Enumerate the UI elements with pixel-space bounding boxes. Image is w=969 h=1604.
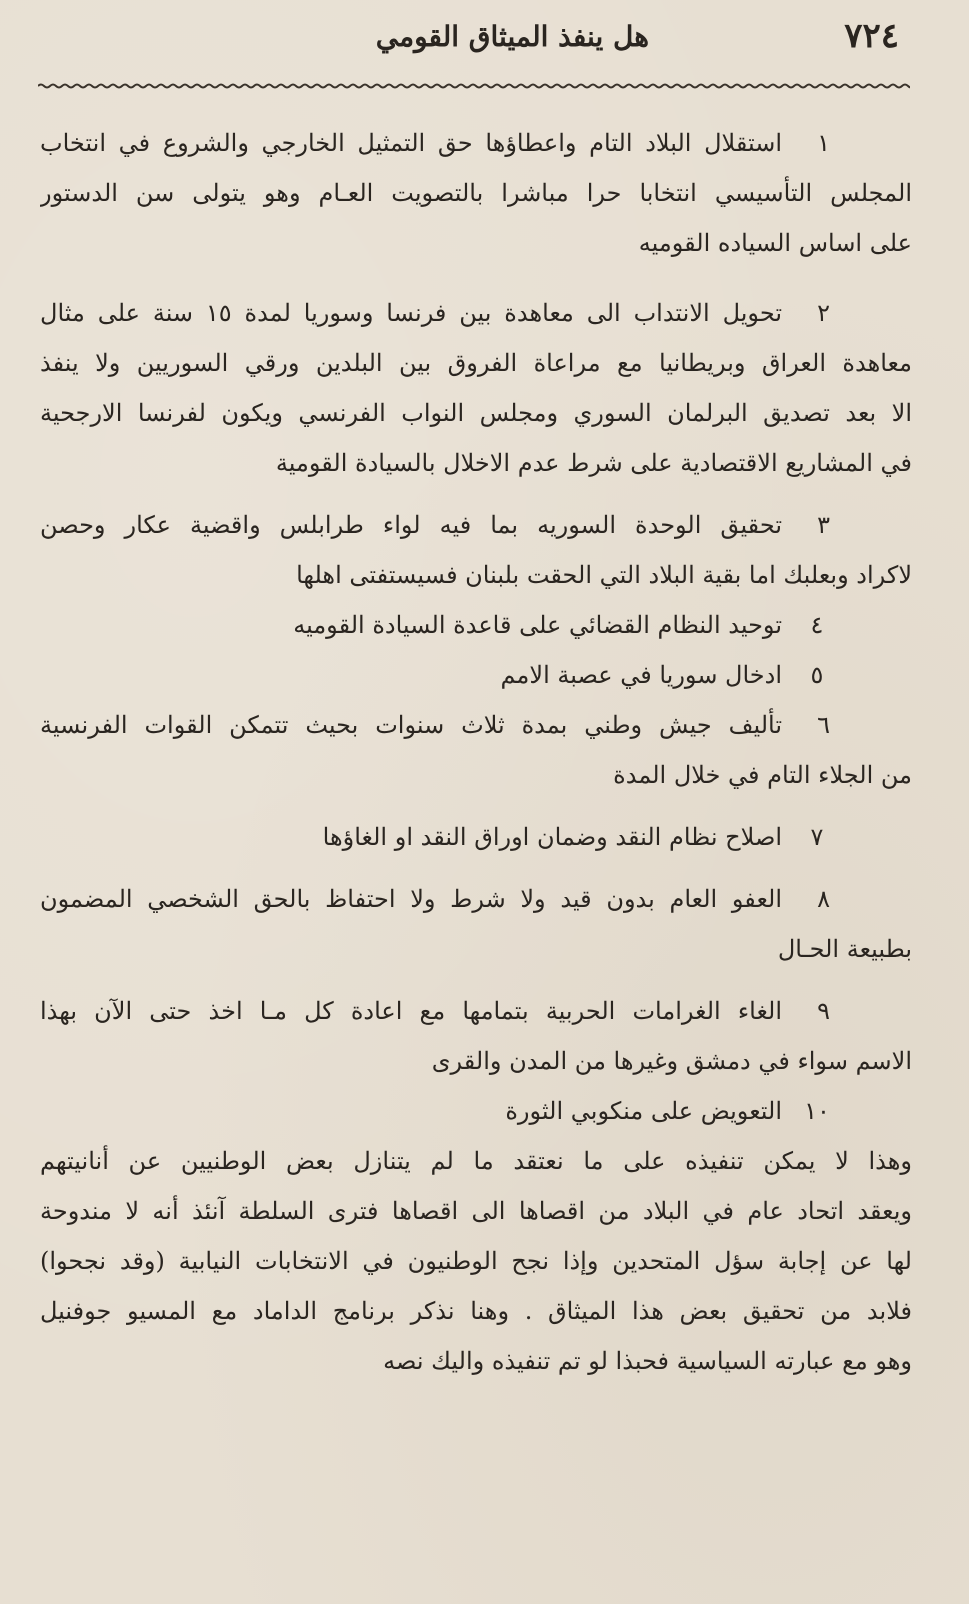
item-number: ٩ bbox=[817, 997, 830, 1025]
item-line: تحقيق الوحدة السوريه بما فيه لواء طرابلس واقضية عكار وحصن bbox=[40, 511, 782, 539]
item-line: العفو العام بدون قيد ولا شرط ولا احتفاظ بالحق الشخصي المضمون bbox=[40, 885, 782, 913]
page-number: ٧٢٤ bbox=[844, 16, 899, 56]
item-number: ١ bbox=[817, 129, 830, 157]
item-line: لاكراد وبعلبك اما بقية البلاد التي الحقت بلبنان فسيستفتى اهلها bbox=[296, 561, 912, 589]
list-item bbox=[40, 812, 912, 862]
paragraph-line: وهذا لا يمكن تنفيذه على ما نعتقد ما لم يتنازل بعض الوطنيين عن أنانيتهم bbox=[40, 1147, 912, 1175]
list-item bbox=[40, 288, 912, 488]
paragraph-line: فلابد من تحقيق بعض هذا الميثاق . وهنا نذكر برنامج الداماد مع المسيو جوفنيل bbox=[40, 1297, 912, 1325]
page-header bbox=[40, 14, 899, 64]
running-title: هل ينفذ الميثاق القومي bbox=[375, 20, 649, 53]
item-number: ٦ bbox=[817, 711, 830, 739]
item-number: ٥ bbox=[810, 661, 824, 689]
list-item bbox=[40, 600, 912, 650]
item-line: على اساس السياده القوميه bbox=[638, 229, 912, 257]
list-item bbox=[40, 874, 912, 974]
item-line: في المشاريع الاقتصادية على شرط عدم الاخلال بالسيادة القومية bbox=[275, 449, 912, 477]
item-line: الاسم سواء في دمشق وغيرها من المدن والقرى bbox=[431, 1047, 912, 1075]
list-item bbox=[40, 700, 912, 800]
paragraph-line: ويعقد اتحاد عام في البلاد من اقصاها الى اقصاها فترى السلطة آنئذ أنه لا مندوحة bbox=[40, 1197, 912, 1225]
item-number: ٢ bbox=[817, 299, 830, 327]
item-line: من الجلاء التام في خلال المدة bbox=[613, 761, 912, 789]
item-line: المجلس التأسيسي انتخابا حرا مباشرا بالتصويت العـام وهو يتولى سن الدستور bbox=[40, 179, 912, 207]
wavy-rule bbox=[38, 80, 910, 92]
item-line: اصلاح نظام النقد وضمان اوراق النقد او الغاؤها bbox=[322, 823, 782, 851]
list-item bbox=[40, 500, 912, 600]
paragraph-line: لها عن إجابة سؤل المتحدين وإذا نجح الوطنيون في الانتخابات النيابية (وقد نجحوا) bbox=[40, 1247, 912, 1275]
list-item bbox=[40, 1086, 912, 1136]
item-number: ١٠ bbox=[804, 1097, 830, 1125]
closing-paragraph bbox=[40, 1136, 912, 1386]
item-number: ٧ bbox=[810, 823, 824, 851]
item-line: تأليف جيش وطني بمدة ثلاث سنوات بحيث تتمكن القوات الفرنسية bbox=[40, 711, 782, 739]
item-line: تحويل الانتداب الى معاهدة بين فرنسا وسوريا لمدة ١٥ سنة على مثال bbox=[40, 299, 782, 327]
list-item bbox=[40, 118, 912, 268]
item-line: ادخال سوريا في عصبة الامم bbox=[500, 661, 782, 689]
item-line: استقلال البلاد التام واعطاؤها حق التمثيل الخارجي والشروع في انتخاب bbox=[40, 129, 782, 157]
paragraph-line: وهو مع عبارته السياسية فحبذا لو تم تنفيذه واليك نصه bbox=[383, 1347, 912, 1375]
item-line: التعويض على منكوبي الثورة bbox=[505, 1097, 782, 1125]
item-number: ٤ bbox=[810, 611, 824, 639]
item-line: معاهدة العراق وبريطانيا مع مراعاة الفروق بين البلدين ورقي السوريين ولا ينفذ bbox=[40, 349, 912, 377]
item-line: الا بعد تصديق البرلمان السوري ومجلس النواب الفرنسي ويكون لفرنسا الارجحية bbox=[40, 399, 912, 427]
list-item bbox=[40, 650, 912, 700]
item-number: ٨ bbox=[817, 885, 830, 913]
item-number: ٣ bbox=[817, 511, 830, 539]
text-body bbox=[40, 118, 912, 1386]
item-line: بطبيعة الحـال bbox=[777, 935, 912, 963]
item-line: توحيد النظام القضائي على قاعدة السيادة القوميه bbox=[293, 611, 782, 639]
item-line: الغاء الغرامات الحربية بتمامها مع اعادة كل مـا اخذ حتى الآن بهذا bbox=[40, 997, 782, 1025]
list-item bbox=[40, 986, 912, 1086]
